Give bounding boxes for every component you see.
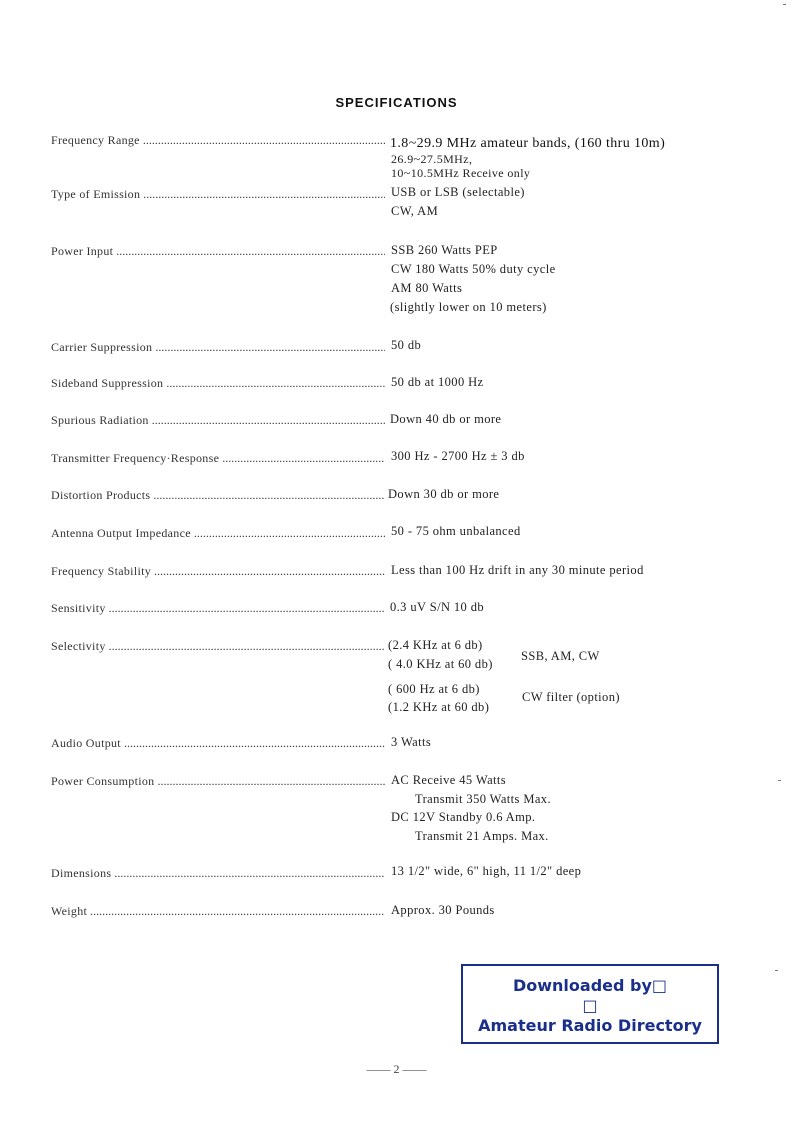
download-stamp <box>461 964 719 1044</box>
spec-value-power-consumption-ac-transmit: Transmit 350 Watts Max. <box>415 792 551 806</box>
spec-value-frequency-stability: Less than 100 Hz drift in any 30 minute period <box>391 563 644 577</box>
page-title: SPECIFICATIONS <box>335 95 458 110</box>
spec-label-spurious-radiation: Spurious Radiation ..... <box>51 413 385 428</box>
stamp-line-1: Downloaded by□ <box>512 976 668 995</box>
scan-speck <box>783 4 786 5</box>
spec-label-power-input: Power Input ..... <box>51 244 385 259</box>
stamp-line-2: □ <box>582 996 598 1015</box>
spec-label-distortion-products: Distortion Products ..... <box>51 488 385 503</box>
spec-label-weight: Weight ..... <box>51 904 385 919</box>
spec-label-audio-output: Audio Output ..... <box>51 736 385 751</box>
spec-label-frequency-range: Frequency Range ..... <box>51 133 385 148</box>
spec-value-power-input: SSB 260 Watts PEP <box>391 243 498 257</box>
spec-value-selectivity-cw-note: CW filter (option) <box>522 690 620 704</box>
spec-value-power-input-3: AM 80 Watts <box>391 281 463 295</box>
spec-label-dimensions: Dimensions ..... <box>51 866 385 881</box>
stamp-line-3: Amateur Radio Directory <box>478 1016 702 1035</box>
spec-value-type-of-emission: USB or LSB (selectable) <box>391 185 525 199</box>
spec-value-type-of-emission-2: CW, AM <box>391 204 439 218</box>
spec-value-selectivity-ssb-note: SSB, AM, CW <box>521 649 600 663</box>
spec-value-transmitter-frequency-response: 300 Hz - 2700 Hz ± 3 db <box>391 449 525 463</box>
scan-speck <box>775 970 778 971</box>
spec-value-power-input-4: (slightly lower on 10 meters) <box>390 300 547 314</box>
spec-value-frequency-range-3: 10~10.5MHz Receive only <box>391 166 531 180</box>
spec-value-power-consumption-dc-standby: DC 12V Standby 0.6 Amp. <box>391 810 536 824</box>
spec-value-power-input-2: CW 180 Watts 50% duty cycle <box>391 262 556 276</box>
scan-speck <box>778 780 781 781</box>
spec-value-selectivity-ssb-6db: (2.4 KHz at 6 db) <box>388 638 483 652</box>
spec-value-selectivity-cw-60db: (1.2 KHz at 60 db) <box>388 700 490 714</box>
spec-value-dimensions: 13 1/2" wide, 6" high, 11 1/2" deep <box>391 864 582 878</box>
spec-value-sensitivity: 0.3 uV S/N 10 db <box>390 600 485 614</box>
spec-label-carrier-suppression: Carrier Suppression ..... <box>51 340 385 355</box>
spec-value-frequency-range-2: 26.9~27.5MHz, <box>391 152 473 166</box>
spec-value-selectivity-ssb-60db: ( 4.0 KHz at 60 db) <box>388 657 493 671</box>
spec-value-frequency-range: 1.8~29.9 MHz amateur bands, (160 thru 10m) <box>390 136 666 151</box>
spec-value-distortion-products: Down 30 db or more <box>388 487 500 501</box>
spec-value-sideband-suppression: 50 db at 1000 Hz <box>391 375 484 389</box>
spec-label-power-consumption: Power Consumption ..... <box>51 774 385 789</box>
spec-value-power-consumption-dc-transmit: Transmit 21 Amps. Max. <box>415 829 549 843</box>
page-number: —— 2 —— <box>366 1062 427 1076</box>
spec-label-antenna-output-impedance: Antenna Output Impedance ..... <box>51 526 385 541</box>
spec-label-sideband-suppression: Sideband Suppression ..... <box>51 376 385 391</box>
spec-label-frequency-stability: Frequency Stability ..... <box>51 564 385 579</box>
spec-value-audio-output: 3 Watts <box>391 735 432 749</box>
spec-value-selectivity-cw-6db: ( 600 Hz at 6 db) <box>388 682 480 696</box>
spec-label-transmitter-frequency-response: Transmitter Frequency·Response ..... <box>51 451 385 466</box>
spec-value-power-consumption-ac-receive: AC Receive 45 Watts <box>391 773 507 787</box>
spec-value-antenna-output-impedance: 50 - 75 ohm unbalanced <box>391 524 521 538</box>
spec-label-sensitivity: Sensitivity ..... <box>51 601 385 616</box>
spec-value-weight: Approx. 30 Pounds <box>391 903 495 917</box>
spec-label-type-of-emission: Type of Emission ..... <box>51 187 385 202</box>
spec-value-spurious-radiation: Down 40 db or more <box>390 412 502 426</box>
spec-value-carrier-suppression: 50 db <box>391 338 422 352</box>
spec-label-selectivity: Selectivity ..... <box>51 639 385 654</box>
